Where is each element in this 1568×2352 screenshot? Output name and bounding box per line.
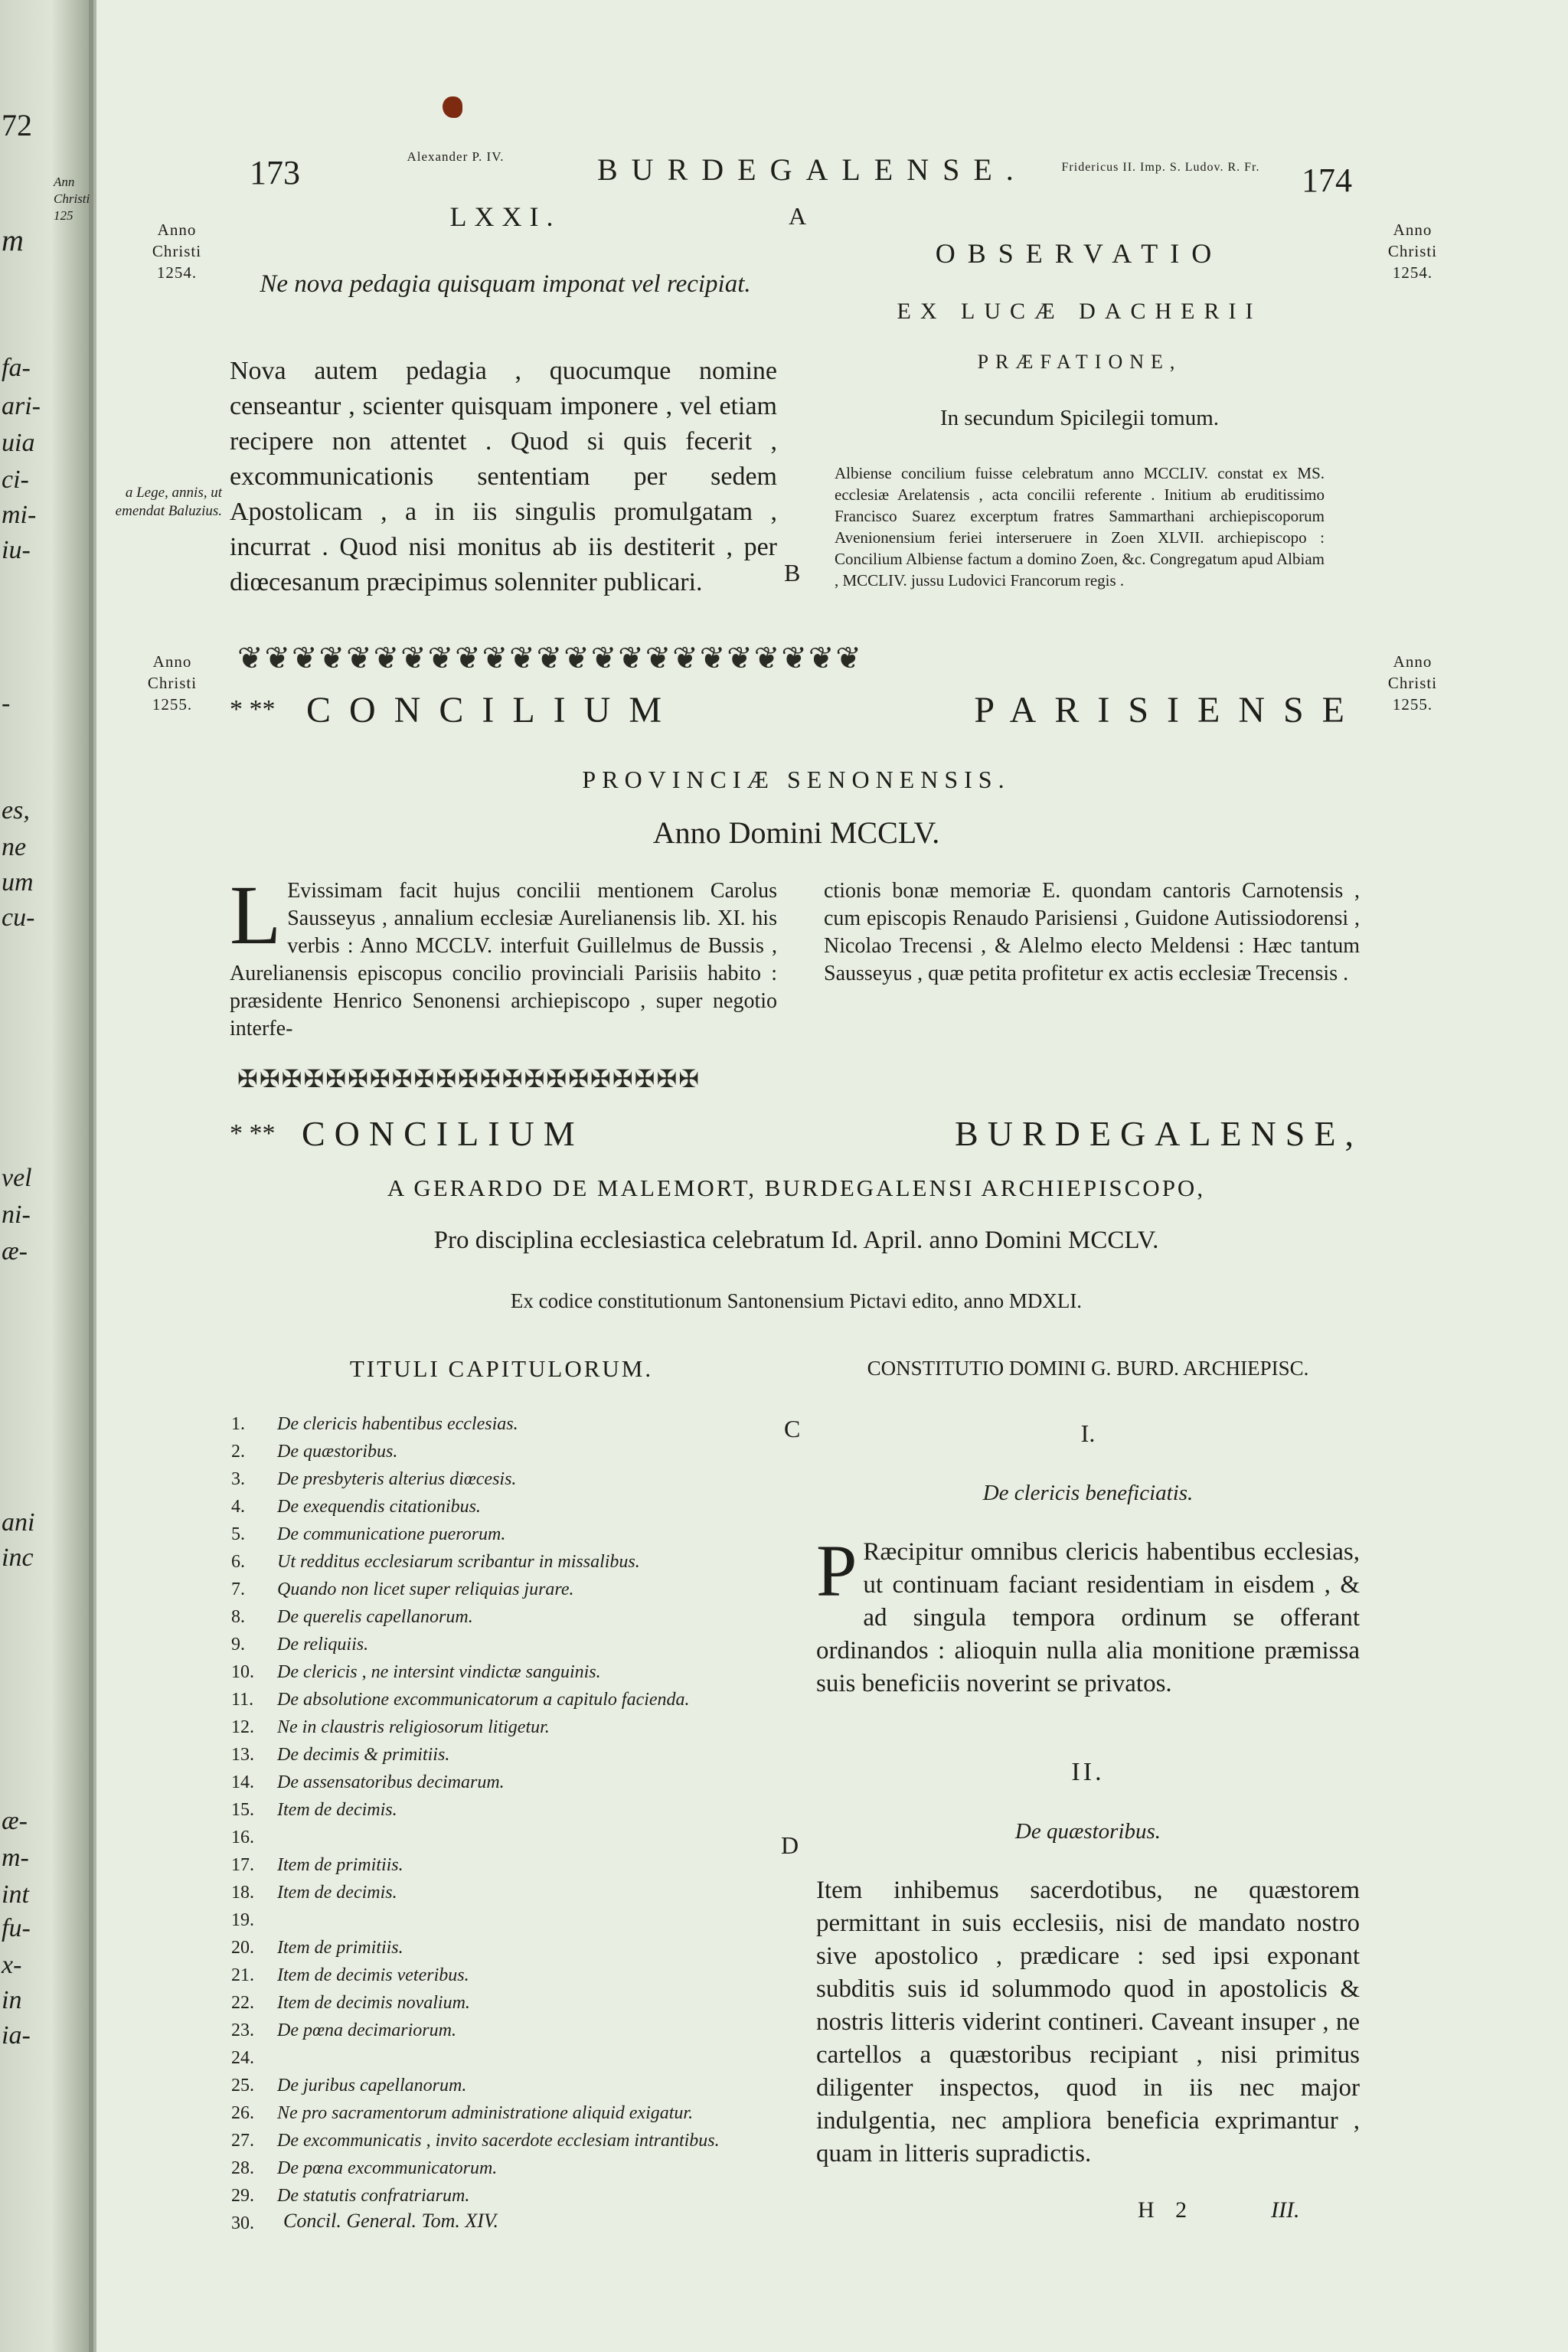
tituli-item-number: 7. — [231, 1579, 245, 1599]
previous-page-number: 72 — [2, 108, 32, 142]
tituli-item-title: De decimis & primitiis. — [277, 1745, 450, 1765]
tituli-item-number: 4. — [231, 1497, 245, 1517]
strip-word: inc — [2, 1544, 34, 1572]
observatio-text: Albiense concilium fuisse celebratum anno MCCLIV. constat ex MS. ecclesiæ Arelatensis , acta concilii referente . Initium ab eruditissimo Francisco Suarez excerptum fratres Sammarthani archiepiscoporum Avenionensium feriei interseruere in Zoen XLVII. archiepiscopo : Concilium Albiense factum a domino Zoen, &c. Congregatum apud Albiam , MCCLIV. jussu Ludovici Francorum regis . — [835, 464, 1325, 590]
section-title: Ne nova pedagia quisquam imponat vel recipiat. — [260, 270, 751, 298]
tituli-item-number: 29. 30. — [231, 2186, 254, 2233]
tituli-item — [231, 1438, 775, 1465]
tituli-item-number: 12. — [231, 1717, 254, 1737]
strip-word: es, — [2, 796, 30, 825]
tituli-item — [231, 1603, 775, 1631]
tituli-item — [231, 2154, 775, 2182]
tituli-item — [231, 1493, 775, 1521]
tituli-heading: TITULI CAPITULORUM. — [349, 1355, 654, 1382]
previous-anno-line3: 125 — [54, 208, 74, 223]
tituli-item-title: De statutis confratriarum. — [277, 2186, 470, 2206]
margin-anno-word: 1254. — [1392, 263, 1433, 282]
burdegalense-line2: Pro disciplina ecclesiastica celebratum Id. April. anno Domini MCCLV. — [433, 1227, 1159, 1254]
strip-word: int — [2, 1880, 29, 1909]
tituli-footer: Concil. General. Tom. XIV. — [283, 2210, 498, 2232]
running-title: BURDEGALENSE. — [597, 152, 1027, 187]
book-gutter — [89, 0, 96, 2352]
tituli-item — [231, 1962, 775, 1989]
tituli-item-title: De juribus capellanorum. — [277, 2076, 467, 2096]
section-marker-d: D — [781, 1831, 799, 1859]
margin-anno-word: Christi — [152, 242, 202, 260]
tituli-item — [231, 1658, 775, 1686]
tituli-item-number: 11. — [231, 1690, 254, 1710]
signature-mark: H 2 — [1138, 2197, 1195, 2223]
tituli-item-title: De quæstoribus. — [277, 1442, 398, 1462]
tituli-item — [231, 1548, 775, 1576]
section-marker-b: B — [784, 559, 801, 586]
cap2-number: II. — [1071, 1758, 1105, 1786]
tituli-item-title: Ut redditus ecclesiarum scribantur in missalibus. — [277, 1552, 640, 1572]
tituli-item — [231, 1631, 775, 1658]
tituli-item — [231, 1465, 775, 1493]
margin-anno-word: Christi — [1387, 674, 1438, 692]
tituli-item-title: De excommunicatis , invito sacerdote ecclesiam intrantibus. — [277, 2131, 720, 2151]
parisiense-text-right: ctionis bonæ memoriæ E. quondam cantoris Carnotensis , cum episcopis Renaudo Parisiensi , Guidone Autissiodorensi , Nicolao Trecensi , & Alelmo electo Meldensi : Hæc tantum Sausseyus , quæ petita profitetur ex actis ecclesiæ Trecensis . — [824, 879, 1360, 985]
cap2-title: De quæstoribus. — [1014, 1819, 1161, 1844]
tituli-item — [231, 2017, 775, 2072]
strip-word: in — [2, 1986, 22, 2014]
strip-word: um — [2, 868, 34, 897]
tituli-item-number: 6. — [231, 1552, 245, 1572]
strip-word: ari- — [2, 392, 41, 420]
strip-word: m — [2, 223, 24, 257]
dropcap-p: P — [816, 1530, 858, 1612]
ornament-border-band: ✠✠✠✠✠✠✠✠✠✠✠✠✠✠✠✠✠✠✠✠✠ — [237, 1065, 701, 1093]
strip-word: - — [2, 689, 11, 717]
tituli-item-title: Ne in claustris religiosorum litigetur. — [277, 1717, 550, 1737]
strip-word: fa- — [2, 354, 31, 382]
margin-anno-word: Anno — [1393, 652, 1432, 671]
margin-anno-word: 1254. — [156, 263, 198, 282]
burdegalense-line1: A GERARDO DE MALEMORT, BURDEGALENSI ARCHIEPISCOPO, — [387, 1174, 1206, 1201]
section-number: LXXI. — [449, 201, 561, 232]
cap1-title: De clericis beneficiatis. — [982, 1481, 1194, 1505]
margin-anno-word: Anno — [157, 220, 197, 239]
tituli-item-title: De assensatoribus decimarum. — [277, 1772, 505, 1792]
concilium-parisiense-year: Anno Domini MCCLV. — [652, 815, 940, 850]
tituli-item-title: De absolutione excommunicatorum a capitulo facienda. — [277, 1690, 690, 1710]
strip-word: ani — [2, 1508, 35, 1537]
tituli-item — [231, 1796, 775, 1851]
tituli-item-number: 13. — [231, 1745, 254, 1765]
tituli-item-title: De querelis capellanorum. — [277, 1607, 473, 1627]
strip-word: æ- — [2, 1807, 28, 1835]
margin-anno-1254-right — [1363, 219, 1462, 283]
tituli-item — [231, 1934, 775, 1962]
tituli-item-number: 25. — [231, 2076, 254, 2096]
observatio-subtitle: EX LUCÆ DACHERII — [897, 299, 1263, 324]
margin-anno-word: Christi — [1387, 242, 1438, 260]
tituli-item-title: Item de decimis novalium. — [277, 1993, 470, 2013]
tituli-item — [231, 2072, 775, 2099]
strip-word: iu- — [2, 536, 31, 564]
tituli-item-number: 10. — [231, 1662, 254, 1682]
strip-word: mi- — [2, 501, 37, 529]
margin-anno-word: 1255. — [152, 695, 193, 714]
dropcap-l: L — [230, 868, 282, 962]
tituli-item — [231, 1521, 775, 1548]
tituli-item-title: De pœna decimariorum. — [277, 2020, 456, 2040]
tituli-item — [231, 1686, 775, 1713]
tituli-item — [231, 1851, 775, 1879]
cap1-body: Ræcipitur omnibus clericis habentibus ecclesias, ut continuam faciant residentiam in eisdem , & ad singula tempora ordinum se offerant ordinandos : alioquin nulla alia monitione præmissa suis beneficiis noverint se privatos. — [816, 1538, 1360, 1697]
strip-word: uia — [2, 429, 35, 457]
strip-word: m- — [2, 1844, 29, 1872]
margin-anno-word: 1255. — [1392, 695, 1433, 714]
parisiense-text-left — [230, 868, 777, 1043]
page-number-left: 173 — [250, 154, 300, 191]
tituli-item-title: De communicatione puerorum. — [277, 1524, 506, 1544]
strip-word: ci- — [2, 466, 29, 494]
tituli-item-number: 8. — [231, 1607, 245, 1627]
cap1-text — [816, 1530, 1360, 1700]
strip-word: vel — [2, 1164, 32, 1192]
burdegalense-prefix: * ** — [230, 1119, 276, 1148]
catchword: III. — [1271, 2197, 1300, 2223]
tituli-item-number: 9. — [231, 1635, 245, 1655]
tituli-item-number: 17. — [231, 1855, 254, 1875]
section-marker-a: A — [789, 202, 807, 230]
tituli-item-number: 5. — [231, 1524, 245, 1544]
margin-anno-word: Anno — [1393, 220, 1432, 239]
tituli-item-title: Item de primitiis. — [277, 1855, 403, 1875]
margin-anno-word: Anno — [152, 652, 192, 671]
tituli-item-title: Item de decimis. — [277, 1883, 397, 1903]
kings-label: Fridericus II. Imp. S. Ludov. R. Fr. — [1061, 161, 1260, 174]
tituli-item-title: Item de primitiis. — [277, 1938, 403, 1958]
concilium-parisiense-subtitle: PROVINCIÆ SENONENSIS. — [582, 766, 1011, 793]
tituli-item — [231, 1410, 775, 1438]
margin-anno-word: Christi — [147, 674, 198, 692]
page-number-right: 174 — [1302, 162, 1352, 199]
tituli-item — [231, 1713, 775, 1741]
tituli-item-title: Item de decimis veteribus. — [277, 1965, 469, 1985]
tituli-item-title: De clericis , ne intersint vindictæ sanguinis. — [277, 1662, 601, 1682]
tituli-item — [231, 2127, 775, 2154]
ornament-vine-band: ❦❦❦❦❦❦❦❦❦❦❦❦❦❦❦❦❦❦❦❦❦❦❦ — [237, 641, 863, 675]
tituli-item-number: 18. 19. — [231, 1883, 254, 1930]
tituli-item-number: 14. — [231, 1772, 254, 1792]
observatio-line: In secundum Spicilegii tomum. — [939, 406, 1220, 430]
tituli-item-title: De clericis habentibus ecclesias. — [277, 1414, 518, 1434]
margin-anno-1255-right — [1363, 651, 1462, 715]
constitutio-heading: CONSTITUTIO DOMINI G. BURD. ARCHIEPISC. — [867, 1357, 1309, 1380]
strip-word: ne — [2, 833, 27, 861]
tituli-item-number: 27. — [231, 2131, 254, 2151]
strip-word: fu- — [2, 1914, 31, 1942]
previous-anno-line1: Ann — [54, 175, 75, 189]
margin-note-lege: a Lege, annis, ut emendat Baluzius. — [115, 485, 222, 519]
tituli-item-title: De reliquiis. — [277, 1635, 369, 1655]
tituli-item-number: 23. 24. — [231, 2020, 254, 2068]
tituli-item — [231, 1576, 775, 1603]
strip-word: ia- — [2, 2021, 31, 2050]
strip-word: æ- — [2, 1237, 28, 1266]
pope-label: Alexander P. IV. — [407, 149, 505, 164]
tituli-item-number: 22. — [231, 1993, 254, 2013]
tituli-item-number: 2. — [231, 1442, 245, 1462]
parisiense-text-left-body: Evissimam facit hujus concilii mentionem Carolus Sausseyus , annalium ecclesiæ Aurelianensis lib. XI. his verbis : Anno MCCLV. interfuit Guillelmus de Bussis , Aurelianensis episcopus concilio provinciali Parisiis habito : præsidente Henrico Senonensi archiepiscopo , super negotio interfe- — [230, 879, 777, 1040]
tituli-item-number: 21. — [231, 1965, 254, 1985]
tituli-item-title: Item de decimis. — [277, 1800, 397, 1820]
tituli-item-number: 1. — [231, 1414, 245, 1434]
ink-stain — [443, 96, 462, 118]
section-marker-c: C — [784, 1415, 801, 1442]
tituli-list — [231, 1410, 775, 2237]
tituli-item — [231, 1769, 775, 1796]
margin-anno-1255-left — [122, 651, 222, 715]
observatio-title: OBSERVATIO — [935, 238, 1224, 269]
tituli-item — [231, 1879, 775, 1934]
margin-anno-1254-left — [127, 219, 227, 283]
observatio-praefatione: PRÆFATIONE, — [977, 351, 1182, 373]
concilium-prefix: * ** — [230, 695, 276, 724]
section-text: Nova autem pedagia , quocumque nomine censeantur , scienter quisquam imponere , vel etiam recipere non attentet . Quod si quis fecerit , excommunicationis sententiam per sedem Apostolicam , a in iis singulis promulgatam , incurrat . Quod nisi monitus ab iis destiterit , per diœcesanum præcipimus solenniter publicari. — [230, 357, 777, 596]
strip-word: cu- — [2, 903, 35, 932]
burdegalense-title: CONCILIUM BURDEGALENSE, — [302, 1114, 1363, 1153]
tituli-item-title: Quando non licet super reliquias jurare. — [277, 1579, 574, 1599]
tituli-item-title: De exequendis citationibus. — [277, 1497, 481, 1517]
tituli-item-title: Ne pro sacramentorum administratione aliquid exigatur. — [277, 2103, 694, 2123]
tituli-item-number: 20. — [231, 1938, 254, 1958]
concilium-parisiense-title: CONCILIUM PARISIENSE — [306, 690, 1363, 730]
tituli-item-number: 3. — [231, 1469, 245, 1489]
cap2-text: Item inhibemus sacerdotibus, ne quæstorem permittant in suis ecclesiis, nisi de mandato nostro sive apostolico , prædicare : sed ipsi exponant subditis suis id solummodo quod in apostolicis & nostris litteris viderint contineri. Caveant insuper , ne cartellos a quæstoribus recipiant , nisi primitus diligenter inspectos, quod in iis nec major indulgentia, nec ampliora beneficia exprimantur , quam in litteris supradictis. — [816, 1877, 1360, 2167]
tituli-item-number: 28. — [231, 2158, 254, 2178]
tituli-item-number: 15. 16. — [231, 1800, 254, 1847]
tituli-item-title: De pœna excommunicatorum. — [277, 2158, 498, 2178]
strip-word: x- — [2, 1951, 22, 1979]
tituli-item — [231, 2099, 775, 2127]
burdegalense-line3: Ex codice constitutionum Santonensium Pictavi edito, anno MDXLI. — [510, 1289, 1083, 1312]
strip-word: ni- — [2, 1200, 31, 1229]
tituli-item-title: De presbyteris alterius diœcesis. — [277, 1469, 517, 1489]
tituli-item — [231, 1989, 775, 2017]
tituli-item-number: 26. — [231, 2103, 254, 2123]
previous-anno-line2: Christi — [54, 191, 90, 206]
tituli-item — [231, 1741, 775, 1769]
cap1-number: I. — [1080, 1419, 1096, 1447]
